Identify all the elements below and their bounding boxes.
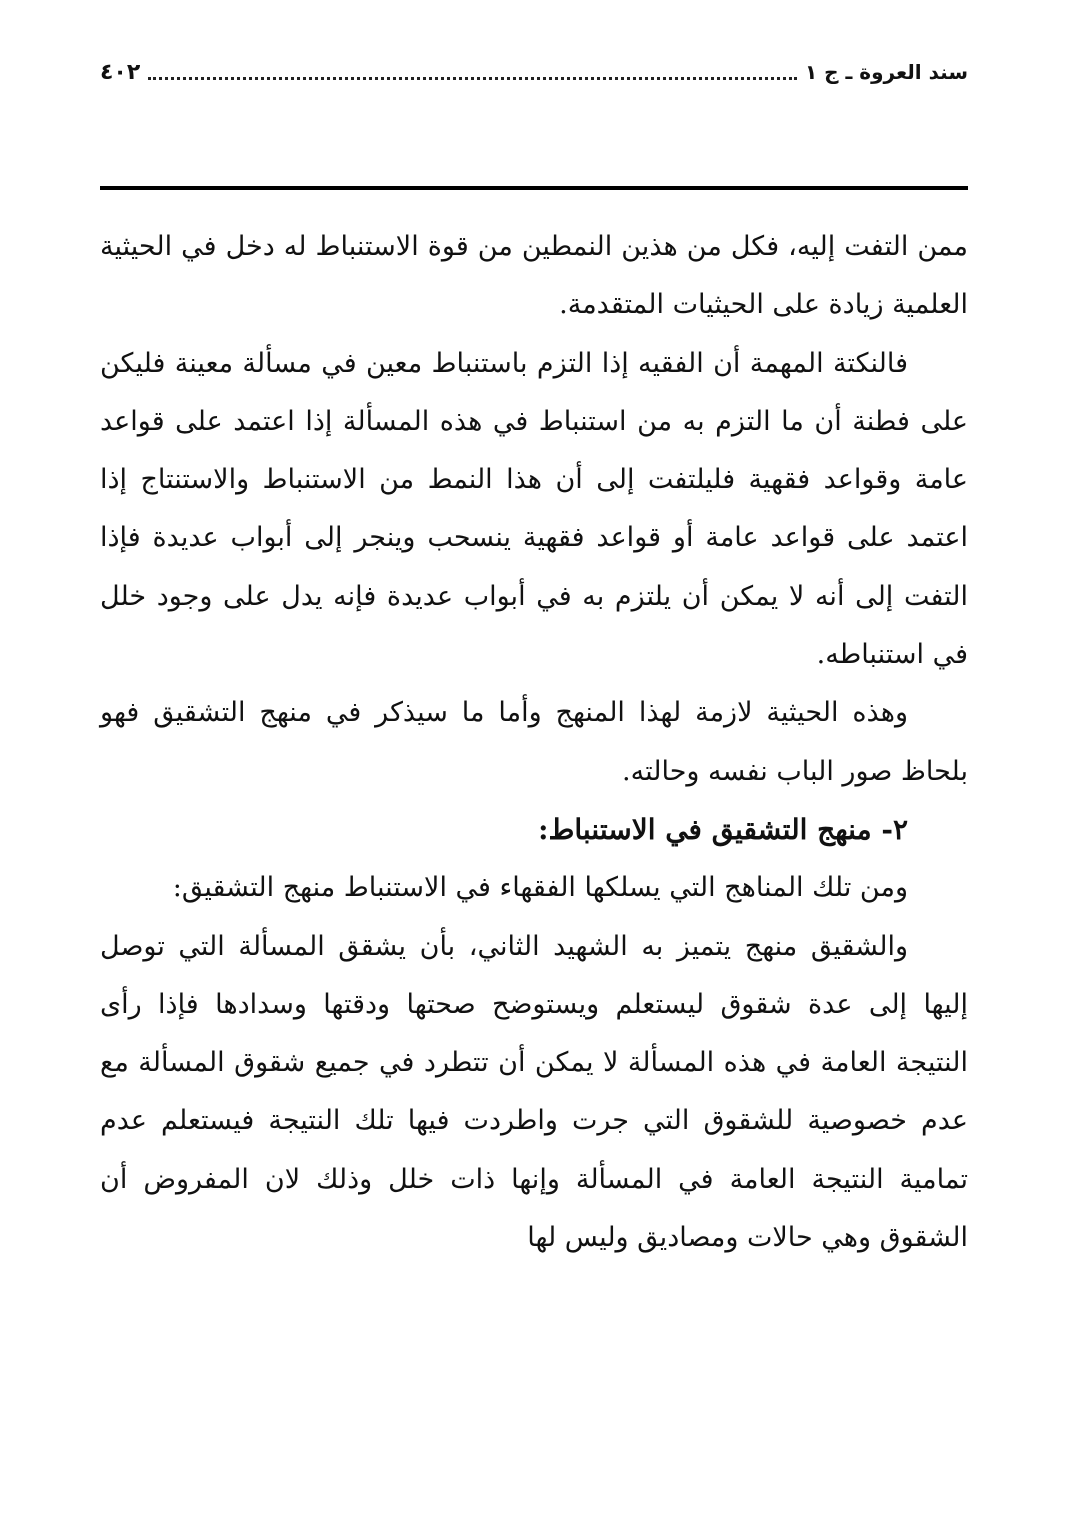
- header-leader-dots: [148, 77, 797, 80]
- page-body: [100, 218, 968, 1267]
- paragraph: ومن تلك المناهج التي يسلكها الفقهاء في الاستنباط منهج التشقيق:: [172, 872, 908, 904]
- paragraph: والشقيق منهج يتميز به الشهيد الثاني، بأن يشقق المسألة التي توصل إليها إلى عدة شقوق ليستعلم ويستوضح صحتها ودقتها وسدادها فإذا رأى النتيجة العامة في هذه المسألة لا يمكن أن تتطرد في جميع شقوق المسألة مع عدم خصوصية للشقوق التي جرت واطردت فيها تلك النتيجة فيستعلم عدم تمامية النتيجة العامة في المسألة وإنها ذات خلل وذلك لان المفروض أن الشقوق وهي حالات ومصاديق وليس لها: [100, 930, 968, 1254]
- header-rule: [100, 186, 968, 190]
- running-header: [100, 52, 968, 92]
- paragraph-continuation: ممن التفت إليه، فكل من هذين النمطين من قوة الاستنباط له دخل في الحيثية العلمية زيادة على الحيثيات المتقدمة.: [100, 231, 968, 321]
- paragraph: وهذه الحيثية لازمة لهذا المنهج وأما ما سيذكر في منهج التشقيق فهو بلحاظ صور الباب نفسه وحالته.: [100, 697, 968, 787]
- section-heading: ٢- منهج التشقيق في الاستنباط:: [538, 812, 908, 846]
- paragraph: فالنكتة المهمة أن الفقيه إذا التزم باستنباط معين في مسألة معينة فليكن على فطنة أن ما التزم به من استنباط في هذه المسألة إذا اعتمد على قواعد عامة وقواعد فقهية فليلتفت إلى أن هذا النمط من الاستنباط والاستنتاج إذا اعتمد على قواعد عامة أو قواعد فقهية ينسحب وينجر إلى أبواب عديدة فإذا التفت إلى أنه لا يمكن أن يلتزم به في أبواب عديدة فإنه يدل على وجود خلل في استنباطه.: [100, 347, 968, 671]
- page-number: ٤٠٢: [100, 59, 141, 85]
- book-title: سند العروة ـ ج ١: [804, 60, 968, 84]
